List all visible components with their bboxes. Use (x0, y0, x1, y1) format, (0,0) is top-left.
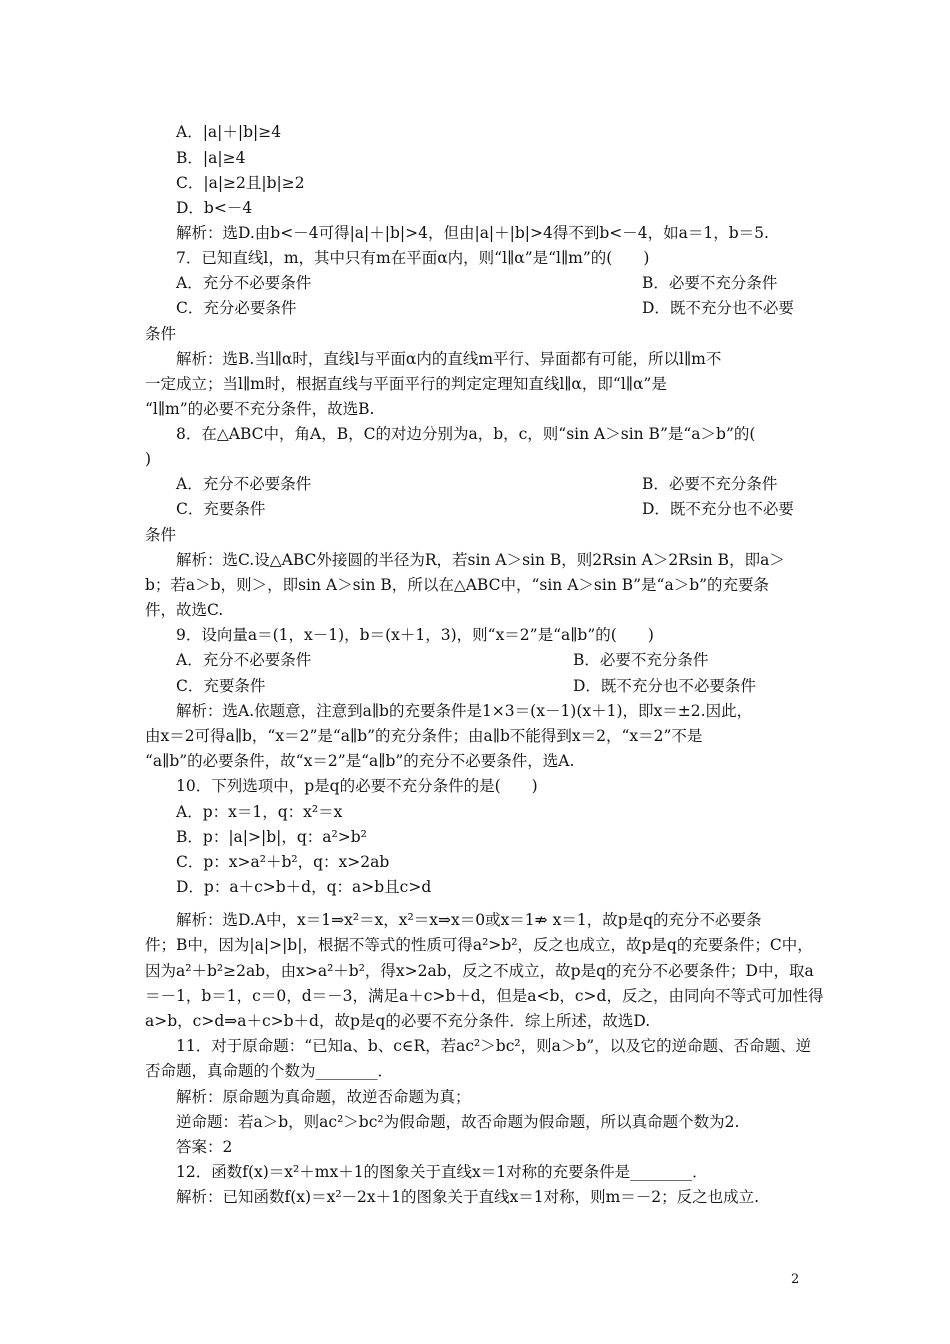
solution-8-line3: 件，故选C. (145, 601, 224, 619)
solution-9-line2: 由x＝2可得a∥b，“x＝2”是“a∥b”的充分条件；由a∥b不能得到x＝2，“x＝2”不是 (145, 727, 703, 745)
q7-option-d: D．既不充分也不必要 (642, 299, 794, 317)
solution-10-line4: ＝－1，b＝1，c＝0，d＝－3，满足a＋c>b＋d，但是a<b，c>d，反之，由同向不等式可加性得 (145, 987, 824, 1005)
q8-option-c: C．充要条件 (176, 500, 266, 518)
answer-11: 答案：2 (176, 1138, 233, 1156)
question-11: 11．对于原命题：“已知a、b、c∈R，若ac²＞bc²，则a＞b”，以及它的逆命题、否命题、逆 (176, 1037, 812, 1055)
solution-8-line2: b；若a＞b，则＞，即sin A＞sin B，所以在△ABC中，“sin A＞sin B”是“a＞b”的充要条 (145, 576, 770, 594)
q10-option-d: D．p：a＋c>b＋d，q：a>b且c>d (176, 878, 432, 896)
question-7: 7．已知直线l，m，其中只有m在平面α内，则“l∥α”是“l∥m”的( ) (176, 249, 650, 267)
q8-option-b: B．必要不充分条件 (642, 475, 778, 493)
question-9: 9．设向量a＝(1，x－1)，b＝(x＋1，3)，则“x＝2”是“a∥b”的( ) (176, 626, 654, 644)
solution-9-line3: “a∥b”的必要条件，故“x＝2”是“a∥b”的充分不必要条件，选A. (145, 752, 575, 770)
q8-option-d: D．既不充分也不必要 (642, 500, 794, 518)
q8-option-d-cont: 条件 (145, 526, 177, 544)
q7-option-c: C．充分必要条件 (176, 299, 297, 317)
q10-option-a: A．p：x＝1，q：x²＝x (176, 803, 343, 821)
solution-7-line3: “l∥m”的必要不充分条件，故选B. (145, 400, 375, 418)
q7-option-b: B．必要不充分条件 (642, 274, 778, 292)
page-number: 2 (791, 1272, 800, 1287)
q8-option-a: A．充分不必要条件 (176, 475, 312, 493)
option-a-line: A．|a|＋|b|≥4 (176, 123, 282, 141)
solution-10-line3: 因为a²＋b²≥2ab，由x>a²＋b²，得x>2ab，反之不成立，故p是q的充分不必要条件；D中，取a (145, 962, 814, 980)
q7-option-a: A．充分不必要条件 (176, 274, 312, 292)
question-12: 12．函数f(x)＝x²＋mx＋1的图象关于直线x＝1对称的充要条件是________． (176, 1163, 708, 1181)
solution-8-line1: 解析：选C.设△ABC外接圆的半径为R，若sin A＞sin B，则2Rsin A＞2Rsin B，即a＞ (176, 551, 785, 569)
q9-option-c: C．充要条件 (176, 677, 266, 695)
q10-option-c: C．p：x>a²＋b²，q：x>2ab (176, 853, 390, 871)
q9-option-a: A．充分不必要条件 (176, 651, 312, 669)
solution-7-line1: 解析：选B.当l∥α时，直线l与平面α内的直线m平行、异面都有可能，所以l∥m不 (176, 350, 722, 368)
question-11-cont: 否命题，真命题的个数为________． (145, 1062, 394, 1080)
solution-6: 解析：选D.由b<－4可得|a|＋|b|>4，但由|a|＋|b|>4得不到b<－4，如a＝1，b＝5. (176, 224, 769, 242)
solution-11-line1: 解析：原命题为真命题，故逆否命题为真； (176, 1088, 471, 1106)
solution-9-line1: 解析：选A.依题意，注意到a∥b的充要条件是1×3＝(x－1)(x＋1)，即x＝±2.因此， (176, 702, 753, 720)
solution-10-line2: 件；B中，因为|a|>|b|，根据不等式的性质可得a²>b²，反之也成立，故p是q的充要条件；C中， (145, 936, 813, 954)
option-b-line: B．|a|≥4 (176, 149, 246, 167)
q9-option-b: B．必要不充分条件 (573, 651, 709, 669)
option-c-line: C．|a|≥2且|b|≥2 (176, 174, 305, 192)
solution-10-line5: a>b，c>d⇒a＋c>b＋d，故p是q的必要不充分条件．综上所述，故选D. (145, 1012, 651, 1030)
solution-10-line1: 解析：选D.A中，x＝1⇒x²＝x，x²＝x⇒x＝0或x＝1⇏ x＝1，故p是q的充分不必要条 (176, 911, 762, 929)
q9-option-d: D．既不充分也不必要条件 (573, 677, 756, 695)
q7-option-d-cont: 条件 (145, 325, 177, 343)
q10-option-b: B．p：|a|>|b|，q：a²>b² (176, 828, 367, 846)
question-8: 8．在△ABC中，角A，B，C的对边分别为a，b，c，则“sin A＞sin B”是“a＞b”的( (176, 425, 756, 443)
option-d-line: D．b<－4 (176, 199, 253, 217)
solution-7-line2: 一定成立；当l∥m时，根据直线与平面平行的判定定理知直线l∥α，即“l∥α”是 (145, 375, 667, 393)
solution-11-line2: 逆命题：若a＞b，则ac²＞bc²为假命题，故否命题为假命题，所以真命题个数为2. (176, 1113, 740, 1131)
solution-12: 解析：已知函数f(x)＝x²－2x＋1的图象关于直线x＝1对称，则m＝－2；反之也成立. (176, 1188, 760, 1206)
question-10: 10．下列选项中，p是q的必要不充分条件的是( ) (176, 777, 538, 795)
question-8-cont: ) (145, 450, 152, 468)
